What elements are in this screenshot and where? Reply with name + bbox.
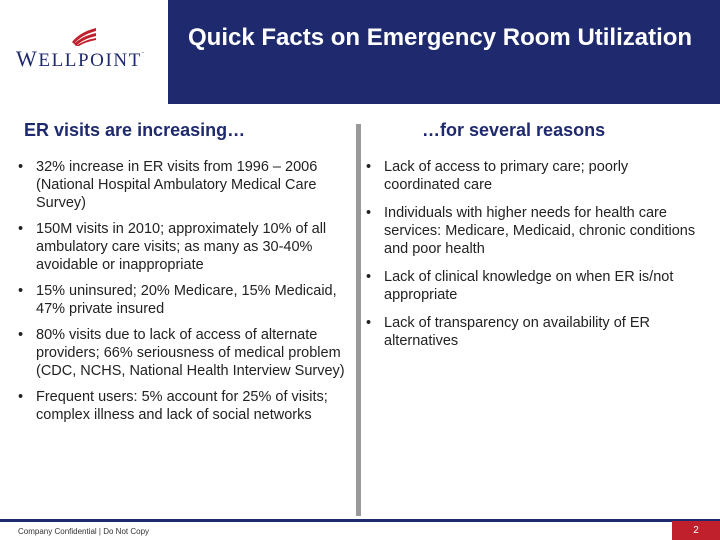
bullet-icon: • xyxy=(366,159,372,175)
bullet-icon: • xyxy=(18,327,24,343)
footer-line xyxy=(0,519,720,522)
list-item: • 80% visits due to lack of access of alternate providers; 66% seriousness of medical problem (CDC, NCHS, National Health Interview Survey) xyxy=(18,327,345,379)
bullet-icon: • xyxy=(18,159,24,175)
right-bullet-list xyxy=(366,158,696,360)
list-item: • 150M visits in 2010; approximately 10% of all ambulatory care visits; as many as 30-40% avoidable or inappropriate xyxy=(18,221,327,273)
bullet-icon: • xyxy=(18,389,24,405)
bullet-icon: • xyxy=(18,283,24,299)
left-bullet-list xyxy=(18,158,348,432)
title-band xyxy=(170,0,720,104)
page-number: 2 xyxy=(672,521,720,540)
bullet-icon: • xyxy=(366,205,372,221)
logo-wordmark: WELLPOINT. xyxy=(16,46,144,71)
left-column-heading: ER visits are increasing… xyxy=(24,120,246,140)
bullet-icon: • xyxy=(366,315,372,331)
bullet-icon: • xyxy=(366,269,372,285)
slide-title: Quick Facts on Emergency Room Utilization xyxy=(188,24,693,51)
list-item: • Lack of clinical knowledge on when ER is/not appropriate xyxy=(366,269,674,303)
list-item: • Frequent users: 5% account for 25% of visits; complex illness and lack of social networks xyxy=(18,389,328,423)
bullet-icon: • xyxy=(18,221,24,237)
list-item: • Individuals with higher needs for health care services: Medicare, Medicaid, chronic conditions and poor health xyxy=(366,205,696,257)
list-item: • 32% increase in ER visits from 1996 – 2006 (National Hospital Ambulatory Medical Care Survey) xyxy=(18,159,318,211)
column-divider xyxy=(356,124,361,516)
confidential-notice: Company Confidential | Do Not Copy xyxy=(18,527,150,536)
list-item: • 15% uninsured; 20% Medicare, 15% Medicaid, 47% private insured xyxy=(18,283,337,317)
right-column-heading: …for several reasons xyxy=(422,120,606,140)
list-item: • Lack of access to primary care; poorly coordinated care xyxy=(366,159,629,193)
list-item: • Lack of transparency on availability of ER alternatives xyxy=(366,315,650,349)
slide-header xyxy=(0,0,720,104)
flag-logo-icon xyxy=(72,26,96,46)
wellpoint-logo xyxy=(0,0,168,104)
